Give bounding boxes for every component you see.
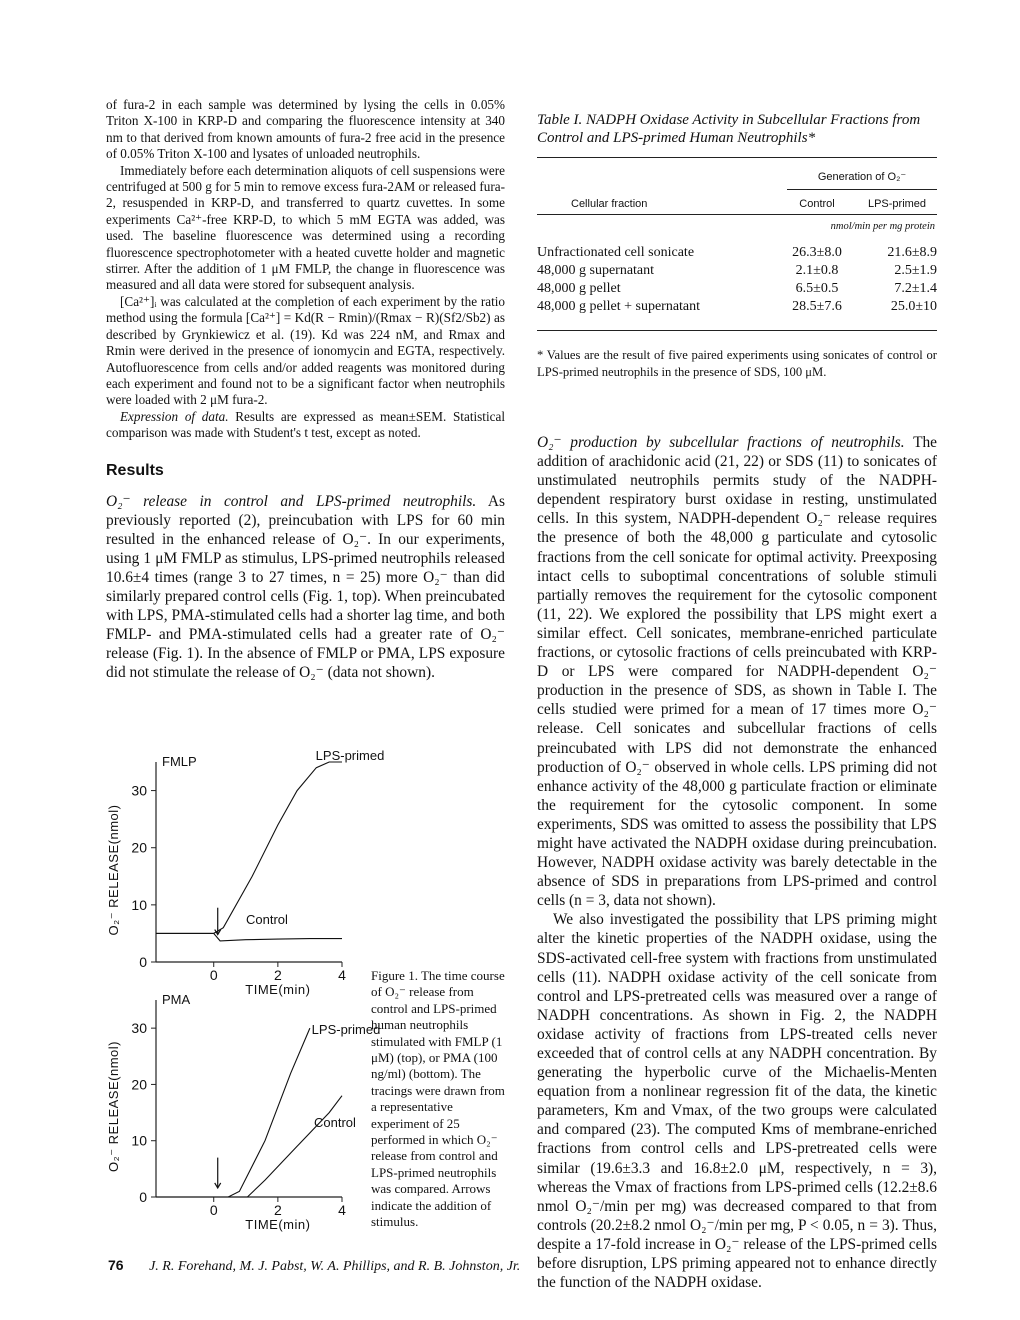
y-tick-label: 20: [131, 1076, 147, 1093]
right-column: [537, 97, 937, 1292]
x-tick-label: 0: [209, 1202, 218, 1218]
cell-control: 6.5±0.5: [795, 281, 839, 296]
y-tick-label: 10: [131, 1132, 147, 1149]
cell-fraction: 48,000 g pellet + supernatant: [537, 299, 701, 314]
table-bottom-rule: [537, 330, 937, 331]
panel-label: PMA: [162, 992, 191, 1007]
panel-label: FMLP: [162, 754, 197, 769]
cell-fraction: 48,000 g pellet: [537, 281, 621, 296]
figure-caption-label: Figure 1.: [371, 968, 418, 983]
y-tick-label: 0: [139, 1189, 147, 1205]
series-line-lps-primed: [156, 762, 342, 933]
y-axis-label: O₂⁻ RELEASE(nmol): [106, 804, 121, 936]
series-line-control: [156, 933, 342, 941]
x-tick-label: 4: [338, 967, 346, 983]
cell-control: 28.5±7.6: [792, 299, 842, 314]
y-tick-label: 20: [131, 839, 147, 856]
series-line-lps-primed: [156, 1028, 310, 1197]
y-tick-label: 10: [131, 896, 147, 913]
col-header-lps: LPS-primed: [867, 198, 927, 210]
table-units: nmol/min per mg protein: [830, 221, 935, 232]
expression-paragraph: [106, 409, 505, 442]
cell-lps: 7.2±1.4: [894, 281, 937, 296]
figure-caption: [371, 968, 511, 1231]
subcellular-text: The addition of arachidonic acid (21, 22) or SDS (11) to sonicates of unstimulated neutrophils permits study of the NADPH-dependent respiratory burst oxidase in resting, unstimulated cells. In this system, NADPH-dependent O₂⁻ release requires the presence of both the 48,000 g particulate and cytosolic fractions from the cell sonicate for optimal activity. Preexposing intact cells to suboptimal concentrations of soluble stimuli partially removes the requirement for the cytosolic component (11, 22). We explored the possibility that LPS might exert a similar effect. Cell sonicates, membrane-enriched particulate fractions, or cytosolic fractions of cells preincubated with KRP-D or LPS were compared for NADPH-dependent O₂⁻ production in the presence of SDS, as shown in Table I. The cells studied were primed for a mean of 17 times more O₂⁻ release. Cell sonicates and subcellular fractions of cells preincubated with LPS did not demonstrate the enhanced production of O₂⁻ observed in whole cells. LPS priming did not enhance activity of the 48,000 g particulate fraction or eliminate the requirement for the cytosolic component. In some experiments, SDS was omitted to assess the possibility that LPS might have activated the NADPH oxidase during preincubation. However, NADPH oxidase activity was barely detectable in the absence of SDS in preparations from LPS-primed and control cells (n = 3, data not shown).: [537, 434, 937, 910]
series-label-lps-primed: LPS-primed: [315, 748, 385, 763]
table-row: [537, 298, 937, 316]
cell-fraction: 48,000 g supernatant: [537, 263, 655, 278]
figure-1: [106, 742, 385, 1242]
table-footnote: * Values are the result of five paired experiments using sonicates of control or LPS-primed neutrophils in the presence of SDS, 100 μM.: [537, 348, 937, 379]
footer-authors: J. R. Forehand, M. J. Pabst, W. A. Phillips, and R. B. Johnston, Jr.: [149, 1259, 521, 1274]
x-axis-label: TIME(min): [245, 1217, 311, 1232]
table-group-header: [537, 158, 937, 194]
y-tick-label: 30: [131, 782, 147, 799]
x-axis-label: TIME(min): [245, 982, 311, 997]
expression-text: Results are expressed as mean±SEM. Statistical comparison was made with Student's t test, except as noted.: [106, 408, 505, 441]
expression-label: Expression of data.: [120, 408, 229, 424]
cell-fraction: Unfractionated cell sonicate: [537, 245, 695, 260]
cell-lps: 2.5±1.9: [894, 263, 937, 278]
results-text: As previously reported (2), preincubation with LPS for 60 min resulted in the enhanced release of O₂⁻. In our experiments, using 1 μM FMLP as stimulus, LPS-primed neutrophils released 10.6±4 times (range 3 to 27 times, n = 25) more O₂⁻ than did similarly prepared control cells (Fig. 1, top). When preincubated with LPS, PMA-stimulated cells had a shorter lag time, and both FMLP- and PMA-stimulated cells had a greater rate of O₂⁻ release (Fig. 1). In the absence of FMLP or PMA, LPS exposure did not stimulate the release of O₂⁻ (data not shown).: [106, 492, 505, 682]
y-axis-label: O₂⁻ RELEASE(nmol): [106, 1041, 121, 1172]
results-subhead: O₂⁻ release in control and LPS-primed neutrophils.: [106, 492, 477, 510]
methods-paragraph: Immediately before each determination aliquots of cell suspensions were centrifuged at 500 g for 5 min to remove excess fura-2AM or released fura-2, resuspended in KRP-D, and transferred to quartz cuvettes. In some experiments Ca²⁺-free KRP-D, to which 5 mM EGTA was added, was used. The baseline fluorescence was determined using a recording fluorescence spectrophotometer with a heated cuvette holder and magnetic stirrer. After the addition of 1 μM FMLP, the change in fluorescence was measured and all data were stored for subsequent analysis.: [106, 162, 505, 293]
table-row: [537, 244, 937, 262]
cell-control: 2.1±0.8: [795, 263, 839, 278]
x-tick-label: 2: [273, 967, 282, 983]
methods-paragraph: [Ca²⁺]ᵢ was calculated at the completion of each experiment by the ratio method using the formula [Ca²⁺] = Kd(R − Rmin)/(Rmax − R)(Sf2/Sb2) as described by Grynkiewicz et al. (19). Kd was 224 nM, and Rmax and Rmin were derived in the presence of ionomycin and EGTA, respectively. Autofluorescence from cells and/or added reagents was monitored during each experiment and found not to be a significant factor when neutrophils were loaded with 2 μM fura-2.: [106, 293, 505, 408]
table-caption: Table I. NADPH Oxidase Activity in Subcellular Fractions from Control and LPS-primed Human Neutrophils*: [537, 112, 921, 146]
y-tick-label: 30: [131, 1020, 147, 1037]
methods-paragraph: of fura-2 in each sample was determined by lysing the cells in 0.05% Triton X-100 in KRP-D and comparing the fluorescence intensity at 340 nm to that derived from known amounts of fura-2 free acid in the presence of 0.05% Triton X-100 and lysates of unloaded neutrophils.: [106, 97, 505, 162]
series-label-lps-primed: LPS-primed: [311, 1022, 381, 1037]
x-tick-label: 2: [273, 1202, 282, 1218]
series-label-control: Control: [314, 1115, 356, 1130]
subcellular-paragraph: [537, 433, 937, 910]
x-tick-label: 4: [338, 1202, 346, 1218]
cell-lps: 25.0±10: [890, 299, 937, 314]
left-column: [106, 97, 505, 682]
y-tick-label: 0: [139, 954, 147, 970]
series-label-control: Control: [246, 912, 288, 927]
page-footer: [108, 1257, 520, 1275]
table-header-row: [537, 194, 937, 214]
col-header-fraction: Cellular fraction: [571, 198, 648, 210]
col-header-control: Control: [799, 198, 835, 210]
page-number: 76: [108, 1257, 124, 1273]
table-row: [537, 280, 937, 298]
results-paragraph: [106, 492, 505, 683]
results-heading: Results: [106, 461, 164, 479]
generation-header: Generation of O₂⁻: [787, 170, 937, 190]
x-tick-label: 0: [209, 967, 218, 983]
table-row: [537, 262, 937, 280]
kinetics-paragraph: We also investigated the possibility that LPS priming might alter the kinetic properties of the NADPH oxidase, using the SDS-activated cell-free system with fractions from unstimulated cells (11). NADPH oxidase activity of the cell sonicate from control and LPS-pretreated cells was measured over a range of NADPH concentrations. As shown in Fig. 2, the NADPH oxidase activity of fractions from LPS-treated cells never exceeded that of control cells at any NADPH concentration. By generating the hyperbolic curve of the Michaelis-Menten equation from a nonlinear regression fit of the data, the kinetic parameters, Km and Vmax, of the two groups were calculated and compared (23). The computed Kms of membrane-enriched fractions from control cells and LPS-pretreated cells were similar (19.6±3.3 and 16.8±2.0 μM, respectively, n = 3), whereas the Vmax of fractions from LPS-primed cells (12.2±8.6 nmol O₂⁻/min per mg) was decreased compared to that from controls (20.2±8.2 nmol O₂⁻/min per mg, P < 0.05, n = 3). Thus, despite a 17-fold increase in O₂⁻ release of the LPS-primed cells before disruption, LPS priming appeared not to enhance directly the function of the NADPH oxidase.: [537, 911, 937, 1292]
figure-1-plot: [106, 742, 385, 1242]
series-line-control: [156, 1096, 342, 1197]
cell-lps: 21.6±8.9: [887, 245, 937, 260]
cell-control: 26.3±8.0: [792, 245, 842, 260]
subcellular-subhead: O₂⁻ production by subcellular fractions of neutrophils.: [537, 434, 905, 451]
figure-caption-text: The time course of O₂⁻ release from control and LPS-primed human neutrophils stimulated with FMLP (1 μM) (top), or PMA (100 ng/ml) (bottom). The tracings were drawn from a representative experiment of 25 performed in which O₂⁻ release from control and LPS-primed neutrophils was compared. Arrows indicate the addition of stimulus.: [371, 968, 505, 1230]
